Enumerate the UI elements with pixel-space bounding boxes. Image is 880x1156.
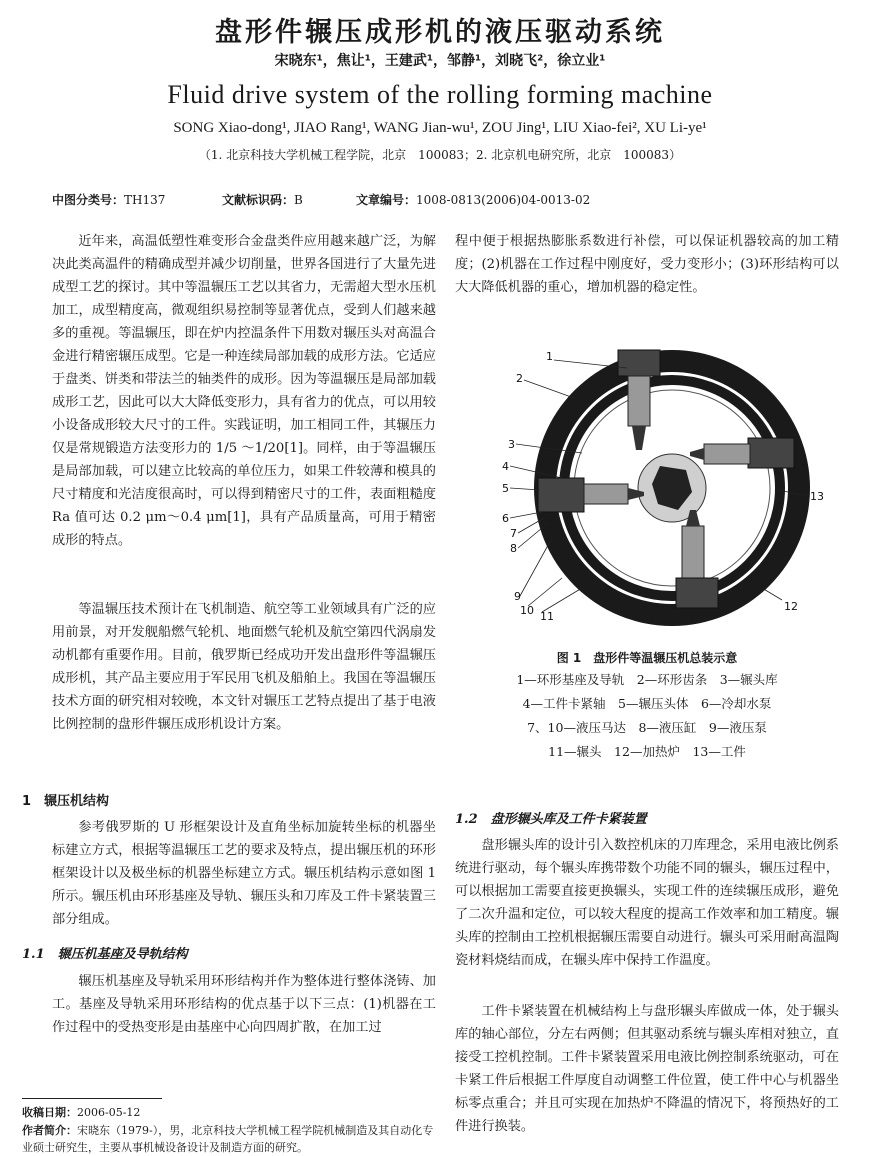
- figure-legend: [455, 668, 839, 764]
- callout-11: 11: [540, 610, 554, 623]
- paper-title-en: Fluid drive system of the rolling forming machine: [167, 80, 713, 109]
- authors-en: SONG Xiao-dong¹, JIAO Rang¹, WANG Jian-wu¹, ZOU Jing¹, LIU Xiao-fei², XU Li-ye¹: [173, 120, 707, 136]
- rolling-machine-diagram: [482, 338, 832, 638]
- doc-value: B: [294, 193, 303, 207]
- bio-label: 作者简介：: [22, 1124, 77, 1137]
- paper-title-cn: 盘形件辗压成形机的液压驱动系统: [215, 17, 665, 48]
- callout-5: 5: [502, 482, 509, 495]
- clc-number: [52, 191, 165, 208]
- right-paragraph-3: 工件卡紧装置在机械结构上与盘形辗头库做成一体，处于辗头库的轴心部位，分左右两侧；但其驱动系统与辗头库相对独立，直接受工控机控制。工件卡紧装置采用电液比例控制系统驱动，可在卡紧工件后根据工件厚度自动调整工件位置，使工件中心与机器坐标零点重合；并且可实现在加热炉不降温的情况下，将预热好的工件进行换装。: [455, 1004, 839, 1134]
- right-paragraph-1: 程中便于根据热膨胀系数进行补偿，可以保证机器较高的加工精度；(2)机器在工作过程中刚度好，受力变形小；(3)环形结构可以大大降低机器的重心，增加机器的稳定性。: [455, 234, 839, 295]
- legend-line: 4—工件卡紧轴 5—辗压头体 6—冷却水泵: [522, 696, 772, 711]
- received-date: [22, 1104, 442, 1121]
- callout-3: 3: [508, 438, 515, 451]
- received-value: 2006-05-12: [77, 1106, 141, 1119]
- callout-2: 2: [516, 372, 523, 385]
- section-heading-1-1: 1.1 辗压机基座及导轨结构: [22, 947, 188, 962]
- author-bio: [22, 1122, 442, 1156]
- section-heading-1-2: 1.2 盘形辗头库及工件卡紧装置: [455, 812, 647, 827]
- legend-line: 7、10—液压马达 8—液压缸 9—液压泵: [527, 720, 767, 735]
- left-paragraph-3: 参考俄罗斯的 U 形框架设计及直角坐标加旋转坐标的机器坐标建立方式，根据等温辗压工艺的要求及特点，提出辗压机的环形框架设计以及极坐标的机器坐标建立方式。辗压机结构示意如图 1 所示。辗压机由环形基座及导轨、辗压头和刀库及工件卡紧装置三部分组成。: [52, 820, 436, 927]
- left-paragraph-1: 近年来，高温低塑性难变形合金盘类件应用越来越广泛，为解决此类高温件的精确成型并减少切削量，世界各国进行了大量先进成型工艺的探讨。其中等温辗压工艺以其省力，无需超大型水压机加工，成型精度高，微观组织易控制等显著优点，受到人们越来越多的重视。等温辗压，即在炉内控温条件下用数对辗压头对高温合金进行精密辗压成型。它是一种连续局部加载的成形方法。它适应于盘类、饼类和带法兰的轴类件的成形。因为等温辗压是局部加载成形工艺，因此可以大大降低变形力，具有省力的优点，可以用较小设备成形较大尺寸的工件。实践证明，加工相同工件，其辗压力仅是常规锻造方法变形力的 1/5 ～1/20[1]。同样，由于等温辗压是局部加载，可以建立比较高的单位压力，如果工件较薄和模具的尺寸精度和光洁度很高时，可以得到精密尺寸的工件，表面粗糙度 Ra 值可达 0.2 μm～0.4 μm[1]，具有产品质量高，可用于精密成形的特点。: [52, 234, 436, 548]
- callout-9: 9: [514, 590, 521, 603]
- right-paragraph-2: 盘形辗头库的设计引入数控机床的刀库理念，采用电液比例系统进行驱动，每个辗头库携带数个功能不同的辗头，辗压过程中，可以根据加工需要直接更换辗头，实现工件的连续辗压成形，避免了二次升温和定位，可以较大程度的提高工作效率和加工精度。辗头库的控制由工控机根据辗压需要自动进行。辗头可采用耐高温陶瓷材料烧结而成，在辗头库中保持工作温度。: [455, 838, 839, 968]
- callout-12: 12: [784, 600, 798, 613]
- callout-10: 10: [520, 604, 534, 617]
- received-label: 收稿日期：: [22, 1106, 77, 1119]
- legend-line: 11—辗头 12—加热炉 13—工件: [548, 744, 746, 759]
- left-paragraph-2: 等温辗压技术预计在飞机制造、航空等工业领域具有广泛的应用前景，对开发舰船燃气轮机、地面燃气轮机及航空第四代涡扇发动机都有重要作用。目前，俄罗斯已经成功开发出盘形件等温辗压成形机，其产品主要应用于军民用飞机及船舶上。我国在等温辗压技术方面的研究相对较晚，本文针对辗压工艺特点提出了基于电液比例控制的盘形件辗压成形机设计方案。: [52, 602, 436, 732]
- callout-8: 8: [510, 542, 517, 555]
- figure-caption: 图 1 盘形件等温辗压机总装示意: [556, 651, 738, 665]
- section-heading-1: 1 辗压机结构: [22, 794, 110, 809]
- affiliation: （1. 北京科技大学机械工程学院，北京 100083；2. 北京机电研究所，北京 100083）: [198, 148, 682, 162]
- article-number: [356, 191, 590, 208]
- article-label: 文章编号：: [356, 193, 417, 207]
- article-value: 1008-0813(2006)04-0013-02: [416, 193, 591, 207]
- clc-label: 中图分类号：: [52, 193, 125, 207]
- callout-4: 4: [502, 460, 509, 473]
- footnote-divider: [22, 1098, 162, 1099]
- doc-label: 文献标识码：: [222, 193, 295, 207]
- figure-1: [482, 338, 832, 638]
- callout-6: 6: [502, 512, 509, 525]
- clc-value: TH137: [124, 193, 166, 207]
- doc-code: [222, 191, 303, 208]
- legend-line: 1—环形基座及导轨 2—环形齿条 3—辗头库: [516, 672, 778, 687]
- bio-value: 宋晓东（1979-），男，北京科技大学机械工程学院机械制造及其自动化专业硕士研究生，主要从事机械设备设计及制造方面的研究。: [22, 1124, 434, 1154]
- authors-cn: 宋晓东¹，焦让¹，王建武¹，邹静¹，刘晓飞²，徐立业¹: [274, 53, 606, 69]
- left-paragraph-4: 辗压机基座及导轨采用环形结构并作为整体进行整体浇铸、加工。基座及导轨采用环形结构的优点基于以下三点：(1)机器在工作过程中的受热变形是由基座中心向四周扩散，在加工过: [52, 974, 436, 1035]
- callout-1: 1: [546, 350, 553, 363]
- callout-7: 7: [510, 527, 517, 540]
- callout-13: 13: [810, 490, 824, 503]
